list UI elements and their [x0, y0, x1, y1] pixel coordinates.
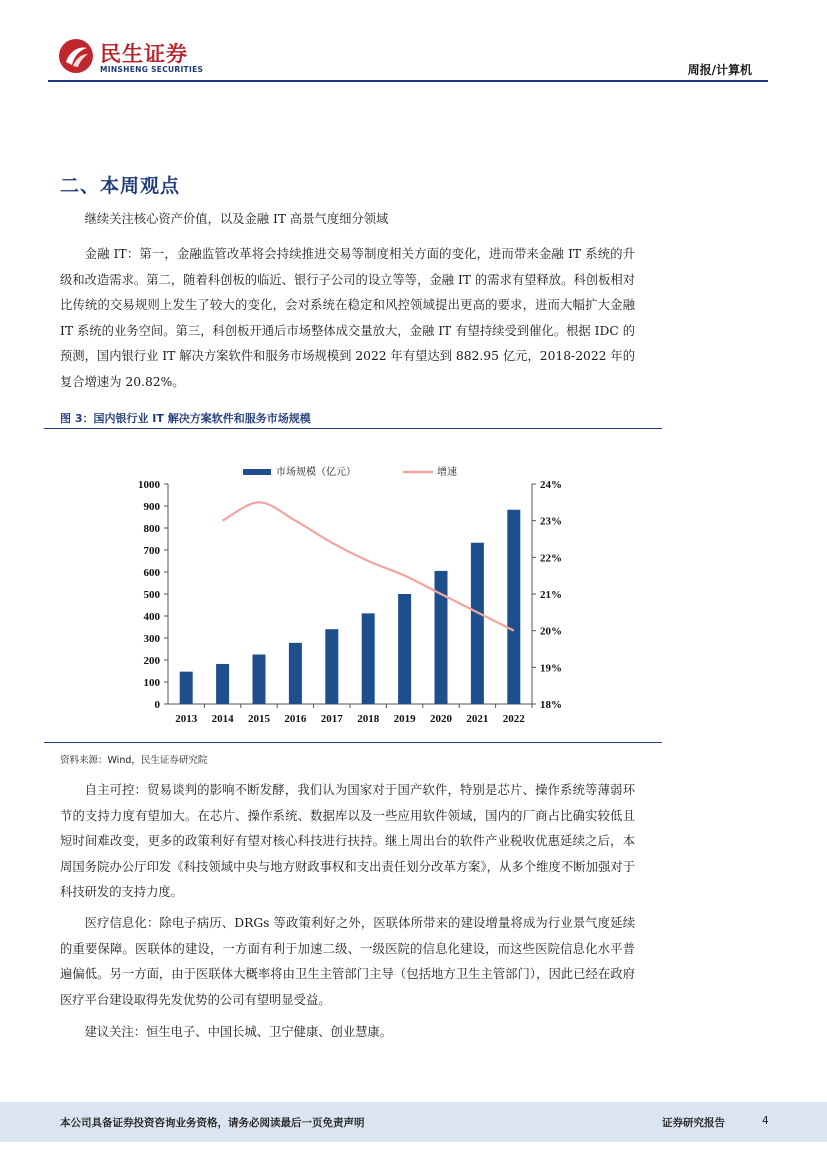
y-right-tick-label: 19%	[540, 662, 562, 675]
legend-bar-swatch	[243, 469, 271, 475]
logo-text-cn: 民生证券	[100, 42, 188, 66]
y-left-tick-label: 200	[143, 655, 160, 667]
footer-report-type: 证券研究报告	[662, 1117, 725, 1129]
y-right-tick-label: 24%	[540, 479, 562, 491]
legend-line-label: 增速	[437, 467, 457, 478]
bar-2015	[253, 655, 266, 705]
chart-axes	[138, 479, 562, 725]
page-footer	[0, 1102, 827, 1142]
y-right-tick-label: 20%	[540, 625, 562, 638]
bar-2014	[216, 664, 229, 704]
y-right-tick-label: 22%	[540, 552, 562, 565]
y-right-tick-label: 21%	[540, 589, 562, 601]
paragraph-medical: 医疗信息化：除电子病历、DRGs 等政策利好之外，医联体所带来的建设增量将成为行业景气度延续的重要保障。医联体的建设，一方面有利于加速二级、一级医院的信息化建设，而这些医院信息化水平普遍偏低。另一方面，由于医联体大概率将由卫生主管部门主导（包括地方卫生主管部门），因此已经在政府医疗平台建设取得先发优势的公司有望明显受益。	[60, 916, 635, 1007]
y-left-tick-label: 1000	[138, 479, 160, 491]
y-left-tick-label: 0	[154, 699, 160, 711]
figure-top-rule	[44, 428, 662, 429]
y-left-tick-label: 700	[143, 545, 160, 557]
bar-2017	[325, 629, 338, 704]
figure-source: 资料来源：Wind，民生证券研究院	[60, 755, 208, 766]
x-tick-label: 2017	[320, 713, 343, 725]
footer-disclaimer: 本公司具备证券投资咨询业务资格，请务必阅读最后一页免责声明	[60, 1117, 365, 1129]
figure-bottom-rule	[44, 742, 662, 743]
bar-2016	[289, 643, 302, 704]
x-tick-label: 2015	[248, 713, 270, 725]
bar-2022	[507, 510, 520, 704]
section-subtitle: 继续关注核心资产价值，以及金融 IT 高景气度细分领域	[84, 212, 389, 226]
y-left-tick-label: 500	[143, 589, 160, 601]
page-number: 4	[762, 1115, 769, 1127]
y-left-tick-label: 800	[143, 523, 160, 535]
x-tick-label: 2019	[393, 713, 416, 725]
chart-legend	[243, 465, 457, 478]
bar-2018	[362, 613, 375, 704]
y-right-tick-label: 23%	[540, 515, 562, 528]
growth-rate-line	[223, 502, 514, 630]
y-left-tick-label: 100	[143, 677, 160, 689]
x-tick-label: 2013	[175, 713, 198, 725]
bar-2021	[471, 543, 484, 704]
y-left-tick-label: 300	[143, 633, 160, 645]
bar-2013	[180, 672, 193, 704]
report-category: 周报/计算机	[687, 63, 752, 77]
y-left-tick-label: 600	[143, 567, 160, 579]
x-tick-label: 2016	[284, 713, 307, 725]
y-left-tick-label: 900	[143, 501, 160, 513]
bar-2019	[398, 594, 411, 704]
y-left-tick-label: 400	[143, 611, 160, 623]
company-logo	[58, 38, 208, 78]
x-tick-label: 2020	[430, 713, 452, 725]
x-tick-label: 2014	[211, 713, 234, 725]
logo-text-en: MINSHENG SECURITIES	[100, 65, 204, 74]
x-tick-label: 2021	[466, 713, 489, 725]
logo-mark-icon	[58, 38, 94, 74]
chart-growth-line	[223, 502, 514, 631]
chart-svg	[44, 430, 662, 740]
section-title: 二、本周观点	[60, 175, 181, 197]
header-divider	[48, 80, 768, 82]
x-tick-label: 2018	[357, 713, 380, 725]
figure-title: 图 3：国内银行业 IT 解决方案软件和服务市场规模	[60, 412, 311, 425]
page-header	[0, 0, 827, 84]
paragraph-fin-it: 金融 IT：第一，金融监管改革将会持续推进交易等制度相关方面的变化，进而带来金融 IT 系统的升级和改造需求。第二，随着科创板的临近、银行子公司的设立等等，金融 IT 的需求有望释放。科创板相对比传统的交易规则上发生了较大的变化，会对系统在稳定和风控领域提出更高的要求，进而大幅扩大金融 IT 系统的业务空间。第三，科创板开通后市场整体成交量放大，金融 IT 有望持续受到催化。根据 IDC 的预测，国内银行业 IT 解决方案软件和服务市场规模到 2022 年有望达到 882.95 亿元，2018-2022 年的复合增速为 20.82%。	[60, 247, 635, 389]
chart-bars	[180, 510, 521, 704]
paragraph-recommend: 建议关注：恒生电子、中国长城、卫宁健康、创业慧康。	[84, 1025, 393, 1039]
x-tick-label: 2022	[502, 713, 525, 725]
paragraph-autonomy: 自主可控：贸易谈判的影响不断发酵，我们认为国家对于国产软件，特别是芯片、操作系统等薄弱环节的支持力度有望加大。在芯片、操作系统、数据库以及一些应用软件领域，国内的厂商占比确实较低且短时间难改变，更多的政策利好有望对核心科技进行扶持。继上周出台的软件产业税收优惠延续之后，本周国务院办公厅印发《科技领域中央与地方财政事权和支出责任划分改革方案》，从多个维度不断加强对于科技研发的支持力度。	[60, 783, 635, 900]
y-right-tick-label: 18%	[540, 699, 562, 711]
legend-bar-label: 市场规模（亿元）	[276, 467, 356, 478]
market-size-chart	[44, 430, 662, 744]
